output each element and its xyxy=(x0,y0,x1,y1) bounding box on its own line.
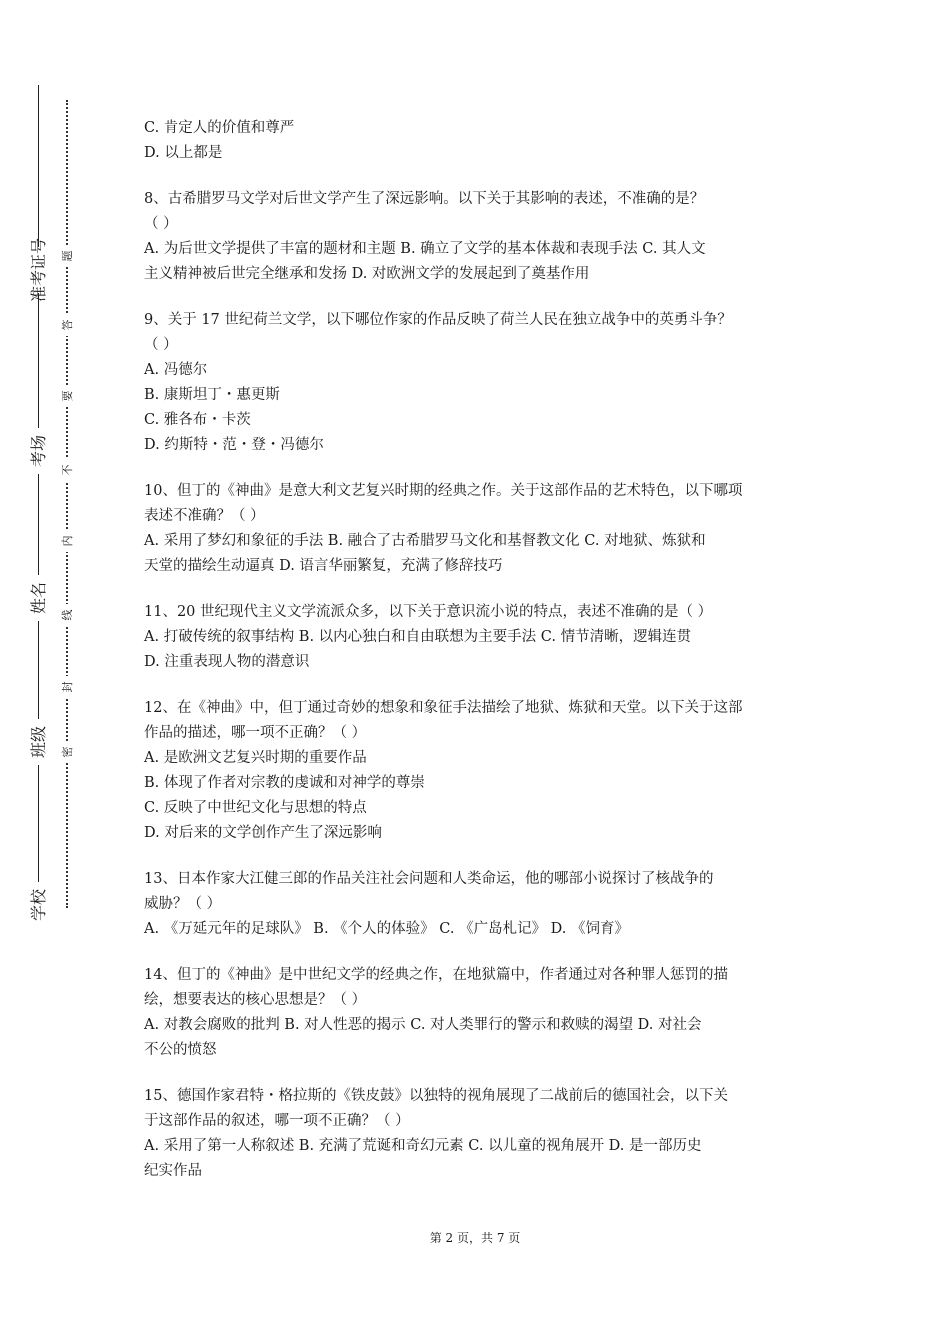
seal-char: 内 xyxy=(56,530,78,552)
question-block xyxy=(144,867,808,942)
question-line: A. 采用了梦幻和象征的手法 B. 融合了古希腊罗马文化和基督教文化 C. 对地狱、炼狱和 xyxy=(144,533,706,549)
question-line: A. 冯德尔 xyxy=(144,362,208,378)
question-line: 绘，想要表达的核心思想是？（ ） xyxy=(144,992,367,1008)
question-line: A. 打破传统的叙事结构 B. 以内心独白和自由联想为主要手法 C. 情节清晰，逻辑连贯 xyxy=(144,629,692,645)
seal-char: 线 xyxy=(56,604,78,626)
question-block xyxy=(144,600,808,675)
question-line: 13、日本作家大江健三郎的作品关注社会问题和人类命运，他的哪部小说探讨了核战争的 xyxy=(144,871,714,887)
seal-char: 要 xyxy=(56,385,78,407)
question-line: B. 康斯坦丁・惠更斯 xyxy=(144,387,280,403)
question-line: D. 约斯特・范・登・冯德尔 xyxy=(144,437,324,453)
page-number: 第 2 页，共 7 页 xyxy=(429,1231,521,1245)
seal-dotted-line xyxy=(66,100,68,908)
question-line: 10、但丁的《神曲》是意大利文艺复兴时期的经典之作。关于这部作品的艺术特色，以下哪项 xyxy=(144,483,743,499)
question-block xyxy=(144,116,808,166)
question-block xyxy=(144,963,808,1063)
question-line: A. 《万延元年的足球队》 B. 《个人的体验》 C. 《广岛札记》 D. 《饲育》 xyxy=(144,921,630,937)
question-block xyxy=(144,187,808,287)
exam-id-label: 准考证号 xyxy=(14,247,60,293)
question-list xyxy=(144,116,808,1205)
seal-char: 题 xyxy=(56,245,78,267)
question-block xyxy=(144,1084,808,1184)
question-line: C. 肯定人的价值和尊严 xyxy=(144,120,295,136)
question-block xyxy=(144,696,808,846)
question-line: 14、但丁的《神曲》是中世纪文学的经典之作，在地狱篇中，作者通过对各种罪人惩罚的描 xyxy=(144,967,728,983)
question-line: D. 注重表现人物的潜意识 xyxy=(144,654,310,670)
question-line: 纪实作品 xyxy=(144,1163,202,1179)
question-line: 9、关于 17 世纪荷兰文学，以下哪位作家的作品反映了荷兰人民在独立战争中的英勇斗争？ xyxy=(144,312,732,328)
question-line: 11、20 世纪现代主义文学流派众多，以下关于意识流小说的特点，表述不准确的是（ ） xyxy=(144,604,713,620)
question-line: 表述不准确？（ ） xyxy=(144,508,265,524)
binding-margin xyxy=(0,0,120,1344)
question-line: 天堂的描绘生动逼真 D. 语言华丽繁复，充满了修辞技巧 xyxy=(144,558,503,574)
question-line: 15、德国作家君特・格拉斯的《铁皮鼓》以独特的视角展现了二战前后的德国社会，以下关 xyxy=(144,1088,728,1104)
question-line: B. 体现了作者对宗教的虔诚和对神学的尊崇 xyxy=(144,775,425,791)
question-block xyxy=(144,308,808,458)
question-line: 8、古希腊罗马文学对后世文学产生了深远影响。以下关于其影响的表述，不准确的是？ xyxy=(144,191,705,207)
school-label: 学校 xyxy=(14,882,60,928)
question-line: D. 以上都是 xyxy=(144,145,223,161)
question-line: A. 采用了第一人称叙述 B. 充满了荒诞和奇幻元素 C. 以儿童的视角展开 D. 是一部历史 xyxy=(144,1138,702,1154)
question-line: 不公的愤怒 xyxy=(144,1042,217,1058)
seal-char: 封 xyxy=(56,676,78,698)
seal-char: 答 xyxy=(56,314,78,336)
question-block xyxy=(144,479,808,579)
question-line: A. 是欧洲文艺复兴时期的重要作品 xyxy=(144,750,367,766)
question-line: C. 雅各布・卡茨 xyxy=(144,412,251,428)
question-line: 12、在《神曲》中，但丁通过奇妙的想象和象征手法描绘了地狱、炼狱和天堂。以下关于这部 xyxy=(144,700,743,716)
question-line: A. 对教会腐败的批判 B. 对人性恶的揭示 C. 对人类罪行的警示和救赎的渴望 D. 对社会 xyxy=(144,1017,702,1033)
question-line: 威胁？（ ） xyxy=(144,896,222,912)
question-line: A. 为后世文学提供了丰富的题材和主题 B. 确立了文学的基本体裁和表现手法 C. 其人文 xyxy=(144,241,706,257)
question-line: D. 对后来的文学创作产生了深远影响 xyxy=(144,825,382,841)
question-line: C. 反映了中世纪文化与思想的特点 xyxy=(144,800,367,816)
question-line: （ ） xyxy=(144,216,178,232)
question-line: 主义精神被后世完全继承和发扬 D. 对欧洲文学的发展起到了奠基作用 xyxy=(144,266,590,282)
question-line: （ ） xyxy=(144,337,178,353)
seal-char: 密 xyxy=(56,741,78,763)
question-line: 于这部作品的叙述，哪一项不正确？（ ） xyxy=(144,1113,410,1129)
margin-solid-line xyxy=(38,85,39,925)
exam-room-label: 考场 xyxy=(14,428,60,474)
seal-char: 不 xyxy=(56,459,78,481)
question-line: 作品的描述，哪一项不正确？（ ） xyxy=(144,725,367,741)
class-label: 班级 xyxy=(14,719,60,765)
name-label: 姓名 xyxy=(14,575,60,621)
